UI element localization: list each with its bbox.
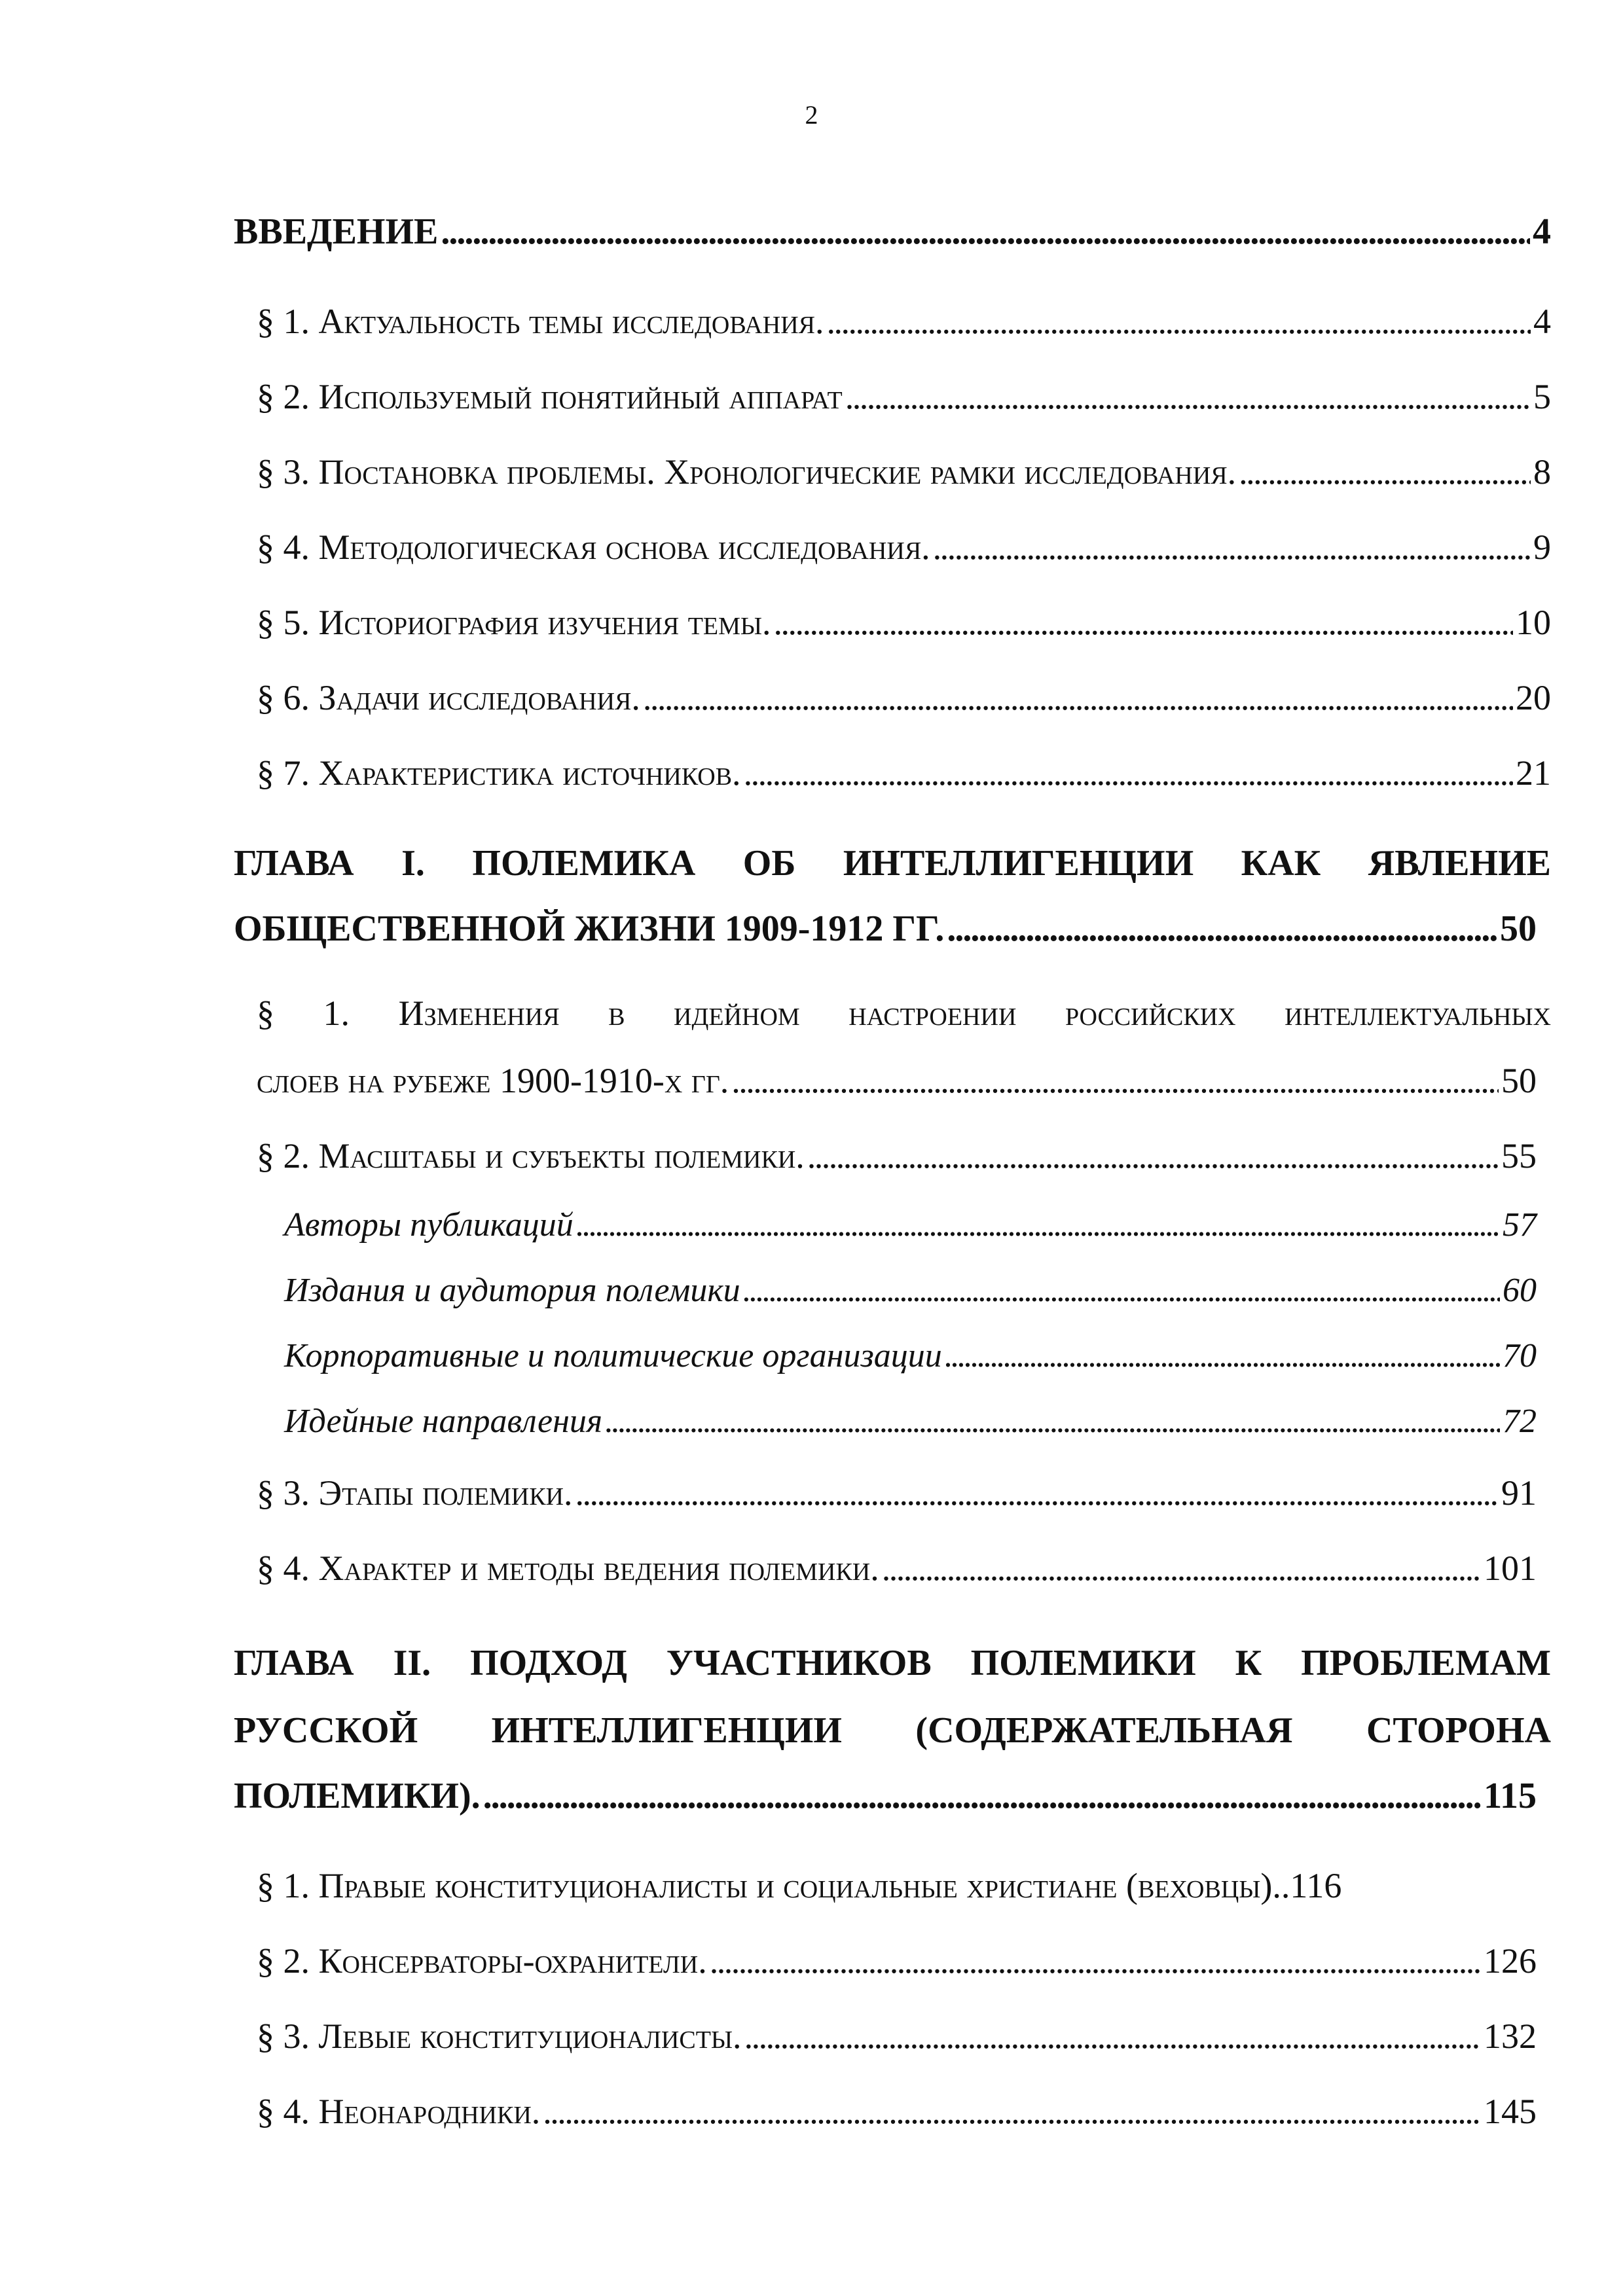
toc-page: 50 [1501,1061,1537,1100]
section-number: § 2. [257,1136,310,1175]
toc-entry-chapter1-line1[interactable]: ГЛАВА I. ПОЛЕМИКА ОБ ИНТЕЛЛИГЕНЦИИ КАК ЯВЛЕНИЕ [234,843,1551,884]
dot-leader [605,1402,1500,1441]
toc-page: 21 [1516,753,1551,793]
toc-title: Этапы полемики. [318,1473,573,1513]
toc-page: 10 [1516,603,1551,642]
toc-page: 132 [1484,2017,1537,2056]
toc-entry-ch1-s2-sub2[interactable] [284,1271,1537,1310]
toc-page: 91 [1501,1473,1537,1513]
toc-entry-ch2-s3[interactable] [257,2016,1537,2056]
section-number: § 2. [257,377,310,416]
page-number: 2 [805,100,818,130]
toc-entry-intro-s2[interactable] [257,376,1551,417]
dot-leader [543,2091,1481,2132]
toc-entry-intro-s4[interactable] [257,527,1551,567]
toc-title: Корпоративные и политические организации [284,1337,942,1374]
toc-page: 60 [1503,1272,1537,1309]
toc-entry-ch1-s4[interactable] [257,1548,1537,1588]
toc-title: Правые конституционалисты и социальные христиане (веховцы).. [318,1866,1290,1905]
toc-title: Историография изучения темы. [318,603,771,642]
dot-leader [845,376,1531,417]
toc-entry-ch1-s2-sub4[interactable] [284,1402,1537,1441]
toc-entry-ch1-s2[interactable] [257,1136,1537,1176]
toc-entry-ch2-s1[interactable] [257,1865,1537,1906]
toc-title: ОБЩЕСТВЕННОЙ ЖИЗНИ 1909-1912 ГГ. [234,908,945,949]
toc-page: 101 [1484,1549,1537,1588]
section-number: § 1. [257,1866,310,1905]
toc-title: Идейные направления [284,1403,603,1440]
toc-title: Издания и аудитория полемики [284,1272,740,1309]
toc-title: Консерваторы-охранители. [318,1941,707,1981]
toc-title: Используемый понятийный аппарат [318,377,843,416]
section-number: § 3. [257,452,310,492]
toc-entry-ch1-s1[interactable] [257,1060,1537,1101]
dot-leader [744,2016,1481,2056]
toc-title: Неонародники. [318,2092,541,2131]
dot-leader [947,908,1497,950]
toc-title: Постановка проблемы. Хронологические рамки исследования. [318,452,1237,492]
dot-leader [576,1206,1500,1244]
dot-leader [774,602,1513,643]
toc-page: 115 [1484,1776,1537,1816]
section-number: § 5. [257,603,310,642]
section-number: § 4. [257,528,310,567]
dot-leader [731,1060,1499,1101]
toc-entry-intro-s1[interactable] [257,301,1551,342]
toc-page: 55 [1501,1136,1537,1175]
toc-title: Задачи исследования. [318,678,640,717]
toc-entry-intro-s7[interactable] [257,753,1551,793]
section-number: § 2. [257,1941,310,1981]
toc-page: 126 [1484,1941,1537,1981]
toc-entry-intro[interactable] [234,211,1551,253]
toc-title: Левые конституционалисты. [318,2017,742,2056]
toc-page: 4 [1533,302,1551,341]
section-number: § 3. [257,1473,310,1513]
dot-leader [483,1775,1481,1817]
dot-leader [710,1941,1481,1981]
toc-entry-intro-s3[interactable] [257,452,1551,492]
toc-page: 20 [1516,678,1551,717]
dot-leader [807,1136,1499,1176]
toc-entry-chapter2-line1[interactable]: ГЛАВА II. ПОДХОД УЧАСТНИКОВ ПОЛЕМИКИ К ПРОБЛЕМАМ [234,1643,1551,1683]
section-number: § 4. [257,1549,310,1588]
toc-title: Характеристика источников. [318,753,741,793]
toc-title: Характер и методы ведения полемики. [318,1549,879,1588]
toc-entry-chapter2-line2[interactable]: РУССКОЙ ИНТЕЛЛИГЕНЦИИ (СОДЕРЖАТЕЛЬНАЯ СТОРОНА [234,1710,1551,1751]
section-number: § 4. [257,2092,310,2131]
toc-entry-ch1-s2-sub1[interactable] [284,1206,1537,1244]
toc-title: ВВЕДЕНИЕ [234,211,439,252]
toc-page: 116 [1290,1866,1342,1905]
toc-entry-chapter1[interactable] [234,908,1537,950]
dot-leader [882,1548,1481,1588]
dot-leader [933,527,1531,567]
dot-leader [643,677,1513,718]
dot-leader [826,301,1531,342]
toc-page: 9 [1533,528,1551,567]
dot-leader [441,211,1530,253]
toc-page: 145 [1484,2092,1537,2131]
section-number: § 6. [257,678,310,717]
dot-leader [744,753,1513,793]
toc-entry-intro-s6[interactable] [257,677,1551,718]
toc-title: слоев на рубеже 1900-1910-х гг. [257,1061,729,1100]
toc-page: 70 [1503,1337,1537,1374]
toc-title: Масштабы и субъекты полемики. [318,1136,805,1175]
toc-title: Актуальность темы исследования. [318,302,824,341]
toc-page: 5 [1533,377,1551,416]
dot-leader [743,1271,1500,1310]
toc-page: 72 [1503,1403,1537,1440]
dot-leader [575,1473,1499,1513]
toc-entry-intro-s5[interactable] [257,602,1551,643]
toc-page: 4 [1533,211,1551,252]
toc-entry-ch1-s2-sub3[interactable] [284,1336,1537,1375]
section-number: § 1. [257,302,310,341]
section-number: § 3. [257,2017,310,2056]
toc-entry-ch2-s4[interactable] [257,2091,1537,2132]
dot-leader [945,1336,1500,1375]
toc-page: 50 [1500,908,1537,949]
dot-leader [1239,452,1531,492]
toc-title: ПОЛЕМИКИ). [234,1776,481,1816]
section-number: § 7. [257,753,310,793]
toc-entry-ch1-s3[interactable] [257,1473,1537,1513]
toc-page: 57 [1503,1206,1537,1244]
toc-title: Методологическая основа исследования. [318,528,930,567]
toc-page: 8 [1533,452,1551,492]
toc-entry-ch2-s2[interactable] [257,1941,1537,1981]
toc-entry-ch1-s1-line1[interactable]: § 1. Изменения в идейном настроении российских интеллектуальных [257,994,1551,1033]
toc-entry-chapter2[interactable] [234,1775,1537,1817]
toc-title: Авторы публикаций [284,1206,574,1244]
